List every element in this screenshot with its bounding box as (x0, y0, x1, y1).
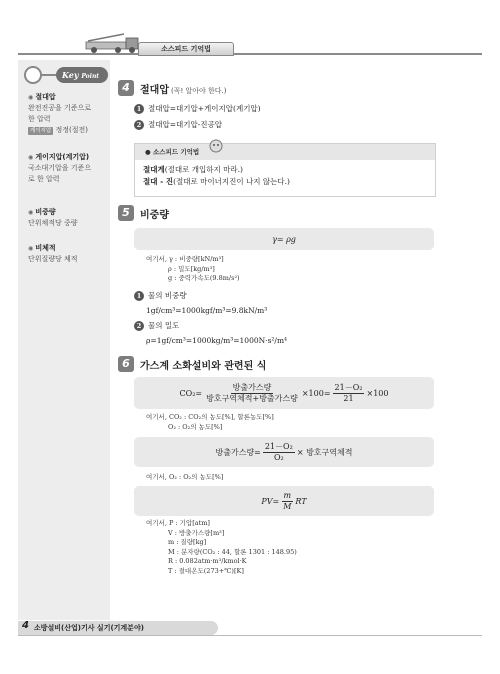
page-number: 4 (22, 620, 29, 631)
sec6-where-2: 여기서, O₂ : O₂의 농도[%] (146, 473, 224, 481)
formula-tail: × 방호구역체적 (296, 447, 353, 457)
key-point-badge (22, 64, 110, 86)
memo-text: (절대로 마이너지진이 나지 않는다.) (173, 177, 290, 186)
formula-discharge-gas (134, 437, 434, 467)
sec4-item-1 (134, 103, 261, 115)
sidebar-item-specific-volume (28, 243, 108, 265)
memo-line-1 (143, 164, 427, 176)
sidebar-panel (18, 60, 110, 620)
fraction (281, 491, 293, 512)
footer-rule (18, 635, 482, 636)
memo-keyword: 절대 - 진 (143, 177, 174, 186)
where-lead: 여기서, (146, 413, 167, 421)
memo-mascot-icon (206, 138, 226, 154)
key-ring-icon (24, 66, 42, 84)
header-tab: 소스피드 기억법 (138, 42, 234, 56)
formula-tail: RT (295, 496, 307, 506)
sidebar-item-title: ◉ 게이지압(계기압) (28, 152, 108, 163)
where-line: T : 절대온도(273+℃)[K] (168, 566, 244, 575)
sec4-item-2 (134, 119, 222, 131)
where-line (146, 413, 274, 423)
where-line: O₂ : O₂의 농도[%] (168, 422, 223, 431)
section-title: 비중량 (140, 209, 169, 221)
memo-heading (135, 144, 435, 160)
memo-bullet-icon: ● (145, 148, 153, 156)
memo-line-2 (143, 176, 427, 188)
sec4-item-2-text: 절대압=대기압-진공압 (148, 120, 223, 129)
where-line: V : 방출가스량[m³] (168, 528, 225, 537)
sidebar-item-line: 로 한 압력 (28, 175, 60, 183)
fraction-numerator: m (283, 490, 292, 500)
where-line: M : 분자량(CO₂ : 44, 할론 1301 : 148.95) (168, 547, 297, 556)
fraction (204, 383, 300, 404)
memo-body (135, 160, 435, 192)
formula-ideal-gas (134, 486, 434, 516)
sec5-where (146, 255, 240, 284)
sidebar-item-line: 단위질량당 체적 (28, 255, 78, 263)
memo-heading-text: 소스피드 기억법 (152, 148, 200, 156)
where-lead: 여기서, (146, 519, 167, 527)
formula-co2-concentration (134, 377, 434, 409)
fraction-numerator: 방출가스량 (232, 382, 272, 392)
memo-text: (절대로 개입하지 마라.) (164, 165, 243, 174)
formula-lhs: 방출가스량= (215, 447, 261, 457)
formula-lhs: CO₂= (179, 388, 203, 398)
sec5-item-2-title: 물의 밀도 (148, 321, 180, 330)
formula-mid: ×100= (301, 388, 331, 398)
formula-lhs: PV= (261, 496, 280, 506)
sidebar-tag-text: 정정(절전) (55, 126, 89, 134)
footer-title: 소방설비(산업)기사 실기(기계분야) (34, 624, 144, 632)
where-line: g : 중력가속도(9.8m/s²) (168, 274, 240, 282)
section-title: 가스계 소화설비와 관련된 식 (140, 360, 267, 372)
sec5-item-1-value: 1gf/cm³=1000kgf/m³=9.8kN/m³ (146, 306, 268, 315)
number-1-icon: 1 (134, 291, 144, 301)
where-text: γ : 비중량[kN/m³] (168, 255, 224, 263)
number-1-icon: 1 (134, 104, 144, 114)
badge-key: Key (62, 70, 79, 80)
number-2-icon: 2 (134, 321, 144, 331)
fraction-denominator: M (283, 501, 292, 511)
memo-keyword: 절대게 (143, 165, 165, 174)
where-line (146, 519, 297, 529)
where-line: R : 0.082atm·m³/kmol·K (168, 557, 247, 565)
section-number: 4 (118, 80, 134, 96)
sec5-item-1 (134, 290, 187, 302)
where-line: ρ : 밀도[kg/m³] (168, 264, 215, 273)
fraction-denominator: 21 (343, 393, 354, 403)
where-lead: 여기서, (146, 255, 167, 263)
section-number: 6 (118, 356, 134, 372)
sidebar-item-title: ◉ 비체적 (28, 243, 108, 254)
sec5-item-2 (134, 320, 179, 332)
sidebar-item-line: 한 압력 (28, 115, 51, 123)
sec6-where-1 (146, 413, 274, 432)
section-number: 5 (118, 205, 134, 221)
fraction-denominator: O₂ (273, 452, 284, 462)
footer-bar (18, 621, 218, 635)
sidebar-item-line: 단위체적당 중량 (28, 219, 78, 227)
number-2-icon: 2 (134, 120, 144, 130)
truck-icon (84, 32, 142, 54)
key-stem (41, 74, 57, 76)
sidebar-item-specific-weight (28, 207, 108, 229)
sec5-item-1-title: 물의 비중량 (148, 291, 187, 300)
section-5-heading (118, 205, 169, 221)
where-text: P : 기압[atm] (168, 519, 210, 527)
where-line (146, 255, 240, 265)
sidebar-item-title: ◉ 절대압 (28, 92, 108, 103)
section-subtitle: (꼭! 알아야 한다.) (170, 86, 227, 95)
sidebar-item-gauge-pressure (28, 152, 108, 185)
sec6-where-3 (146, 519, 297, 576)
where-line: m : 질량[kg] (168, 538, 207, 546)
sec4-item-1-text: 절대압=대기압+게이지압(계기압) (148, 104, 261, 113)
where-text: CO₂ : CO₂의 농도[%], 할론농도[%] (168, 413, 274, 421)
fraction (263, 442, 295, 463)
fraction (333, 383, 365, 404)
badge-point: Point (81, 73, 100, 80)
section-4-heading (118, 80, 227, 96)
sec5-item-2-value: ρ=1gf/cm³=1000kg/m³=1000N·s²/m⁴ (146, 336, 288, 345)
memo-box (134, 143, 436, 197)
formula-text: γ= ρg (272, 234, 296, 244)
sidebar-item-absolute-pressure (28, 92, 108, 136)
sidebar-tag: 게이지압 (30, 128, 52, 134)
sidebar-item-line: 완전진공을 기준으로 (28, 104, 92, 112)
sidebar-item-title: ◉ 비중량 (28, 207, 108, 218)
key-point-label (56, 67, 108, 83)
fraction-denominator: 방호구역체적+방출가스량 (206, 393, 298, 403)
fraction-numerator: 21－O₂ (334, 382, 363, 392)
section-title-text: 절대압 (140, 84, 169, 96)
formula-specific-weight (134, 228, 434, 250)
section-6-heading (118, 356, 266, 372)
sidebar-item-line: 국소대기압을 기준으 (28, 164, 92, 172)
fraction-numerator: 21－O₂ (264, 441, 293, 451)
formula-tail: ×100 (366, 388, 389, 398)
section-title (140, 81, 227, 96)
